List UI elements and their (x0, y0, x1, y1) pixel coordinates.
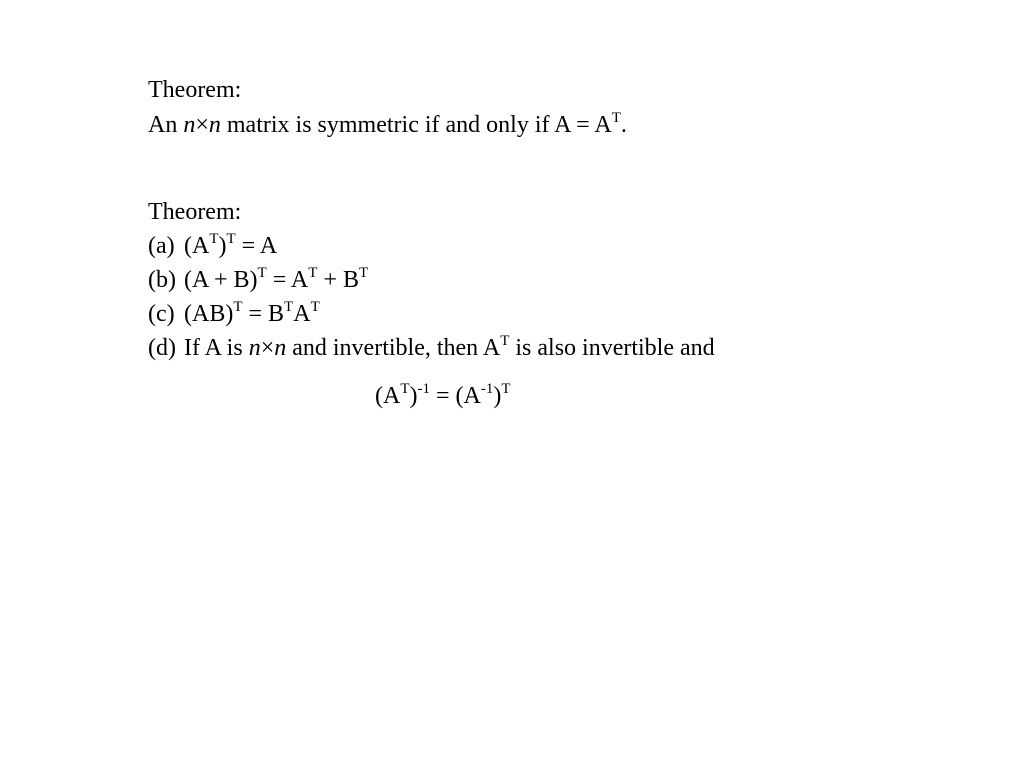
inverse-transpose-formula (375, 381, 511, 411)
theorem1-statement (148, 110, 627, 140)
item-d-n1: n (248, 335, 261, 361)
item-d-label: (d) (148, 335, 176, 361)
item-a-p2: ) (218, 233, 227, 259)
theorem1-sup: T (611, 110, 621, 126)
theorem2-item-d (148, 333, 715, 363)
theorem1-middle: matrix is symmetric if and only if A = A (220, 112, 612, 138)
formula-s1: T (400, 381, 410, 397)
item-a-p1: (A (184, 233, 210, 259)
theorem2-item-c (148, 299, 320, 329)
item-a-s2: T (226, 231, 236, 247)
theorem1-heading: Theorem: (148, 77, 242, 103)
formula-p1: (A (375, 383, 401, 409)
item-d-n2: n (274, 335, 287, 361)
item-a-p3: = A (235, 233, 278, 259)
item-c-s2: T (284, 299, 294, 315)
item-c-s3: T (310, 299, 320, 315)
item-b-s1: T (257, 265, 267, 281)
theorem2-item-a (148, 231, 277, 261)
item-b-p1: (A + B) (184, 267, 258, 293)
item-d-times: × (260, 335, 275, 361)
item-c-s1: T (233, 299, 243, 315)
item-b-p2: = A (266, 267, 309, 293)
item-b-s2: T (308, 265, 318, 281)
theorem1-n2: n (208, 112, 221, 138)
item-a-s1: T (209, 231, 219, 247)
theorem1-end: . (620, 112, 627, 138)
theorem1-prefix: An (148, 112, 184, 138)
formula-p4: ) (493, 383, 502, 409)
item-d-s1: T (500, 333, 510, 349)
item-c-p1: (AB) (184, 301, 234, 327)
item-d-p2: and invertible, then A (286, 335, 501, 361)
theorem1-times: × (195, 112, 209, 138)
item-c-p2: = B (242, 301, 285, 327)
item-b-label: (b) (148, 267, 176, 293)
theorem1-n1: n (183, 112, 196, 138)
theorem2-heading: Theorem: (148, 199, 242, 225)
formula-s3: -1 (480, 381, 494, 397)
formula-s2: -1 (417, 381, 430, 397)
item-d-p3: is also invertible and (509, 335, 715, 361)
formula-p3: = (A (430, 383, 481, 409)
item-b-s3: T (358, 265, 369, 281)
formula-s4: T (501, 381, 511, 397)
item-d-p1: If A is (184, 335, 249, 361)
item-b-p3: + B (317, 267, 359, 293)
item-c-p3: A (293, 301, 311, 327)
item-c-label: (c) (148, 301, 175, 327)
item-a-label: (a) (148, 233, 175, 259)
theorem2-item-b (148, 265, 368, 295)
formula-p2: ) (409, 383, 418, 409)
